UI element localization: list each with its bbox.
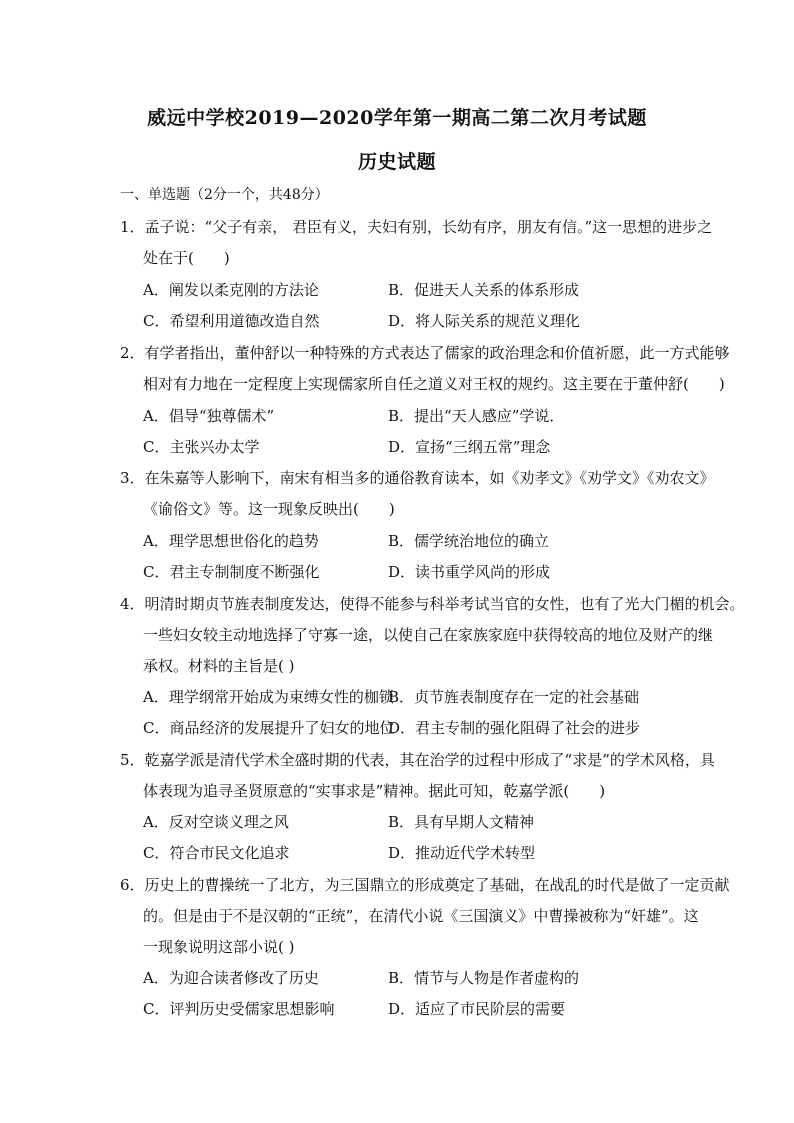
question-2-option-b[interactable]: B．提出“天人感应”学说． [388, 407, 565, 425]
question-6-line-1: 6．历史上的曹操统一了北方，为三国鼎立的形成奠定了基础，在战乱的时代是做了一定贡献 [120, 876, 730, 894]
question-4-line-1: 4．明清时期贞节旌表制度发达，使得不能参与科举考试当官的女性，也有了光大门楣的机会。 [120, 595, 745, 613]
question-2-line-2: 相对有力地在一定程度上实现儒家所自任之道义对王权的规约。这主要在于董仲舒( ) [143, 375, 725, 393]
question-3-line-2: 《谕俗文》等。这一现象反映出( ) [143, 500, 395, 518]
question-2-line-1: 2．有学者指出，董仲舒以一种特殊的方式表达了儒家的政治理念和价值祈愿，此一方式能够 [120, 344, 730, 362]
question-1-option-c[interactable]: C．希望利用道德改造自然 [143, 312, 320, 330]
exam-title: 威远中学校2019—2020学年第一期高二第二次月考试题 [147, 107, 647, 129]
question-2-option-c[interactable]: C．主张兴办太学 [143, 438, 260, 456]
question-1-option-b[interactable]: B．促进天人关系的体系形成 [388, 281, 580, 299]
exam-subtitle: 历史试题 [357, 151, 436, 173]
question-3-option-b[interactable]: B．儒学统治地位的确立 [388, 532, 550, 550]
question-6-option-c[interactable]: C．评判历史受儒家思想影响 [143, 1000, 335, 1018]
question-6-line-3: 一现象说明这部小说( ) [143, 938, 295, 956]
question-4-line-2: 一些妇女较主动地选择了守寡一途，以使自己在家族家庭中获得较高的地位及财产的继 [143, 626, 714, 644]
question-3-option-c[interactable]: C．君主专制制度不断强化 [143, 563, 320, 581]
question-5-line-2: 体表现为追寻圣贤原意的“实事求是”精神。据此可知，乾嘉学派( ) [143, 782, 606, 800]
question-3-option-a[interactable]: A．理学思想世俗化的趋势 [143, 532, 319, 550]
question-1-line-1: 1．孟子说：“父子有亲， 君臣有义，夫妇有别，长幼有序，朋友有信。”这一思想的进步之 [120, 218, 713, 236]
question-2-option-a[interactable]: A．倡导“独尊儒术” [143, 407, 275, 425]
question-6-option-a[interactable]: A．为迎合读者修改了历史 [143, 969, 319, 987]
question-3-option-d[interactable]: D．读书重学风尚的形成 [388, 563, 551, 581]
question-5-option-a[interactable]: A．反对空谈义理之风 [143, 813, 289, 831]
question-2-option-d[interactable]: D．宣扬“三纲五常”理念 [388, 438, 551, 456]
question-4-option-c[interactable]: C．商品经济的发展提升了妇女的地位 [143, 719, 395, 737]
question-6-option-b[interactable]: B．情节与人物是作者虚构的 [388, 969, 580, 987]
section-heading: 一、单选题（2分一个，共48分） [120, 187, 329, 203]
question-3-line-1: 3．在朱嘉等人影响下，南宋有相当多的通俗教育读本，如《劝孝文》《劝学文》《劝农文》 [120, 469, 715, 487]
question-5-line-1: 5．乾嘉学派是清代学术全盛时期的代表，其在治学的过程中形成了“求是”的学术风格，具 [120, 751, 715, 769]
question-4-option-b[interactable]: B．贞节旌表制度存在一定的社会基础 [388, 688, 640, 706]
question-4-option-a[interactable]: A．理学纲常开始成为束缚女性的枷锁 [143, 688, 394, 706]
question-5-option-b[interactable]: B．具有早期人文精神 [388, 813, 535, 831]
question-1-option-a[interactable]: A．阐发以柔克刚的方法论 [143, 281, 319, 299]
question-1-option-d[interactable]: D．将人际关系的规范义理化 [388, 312, 581, 330]
question-5-option-d[interactable]: D．推动近代学术转型 [388, 844, 536, 862]
question-6-option-d[interactable]: D．适应了市民阶层的需要 [388, 1000, 566, 1018]
question-6-line-2: 的。但是由于不是汉朝的“正统”，在清代小说《三国演义》中曹操被称为“奸雄”。这 [143, 907, 699, 925]
question-5-option-c[interactable]: C．符合市民文化追求 [143, 844, 290, 862]
question-1-line-2: 处在于( ) [143, 249, 230, 267]
question-4-line-3: 承权。材料的主旨是( ) [143, 657, 295, 675]
question-4-option-d[interactable]: D．君主专制的强化阻碍了社会的进步 [388, 719, 641, 737]
